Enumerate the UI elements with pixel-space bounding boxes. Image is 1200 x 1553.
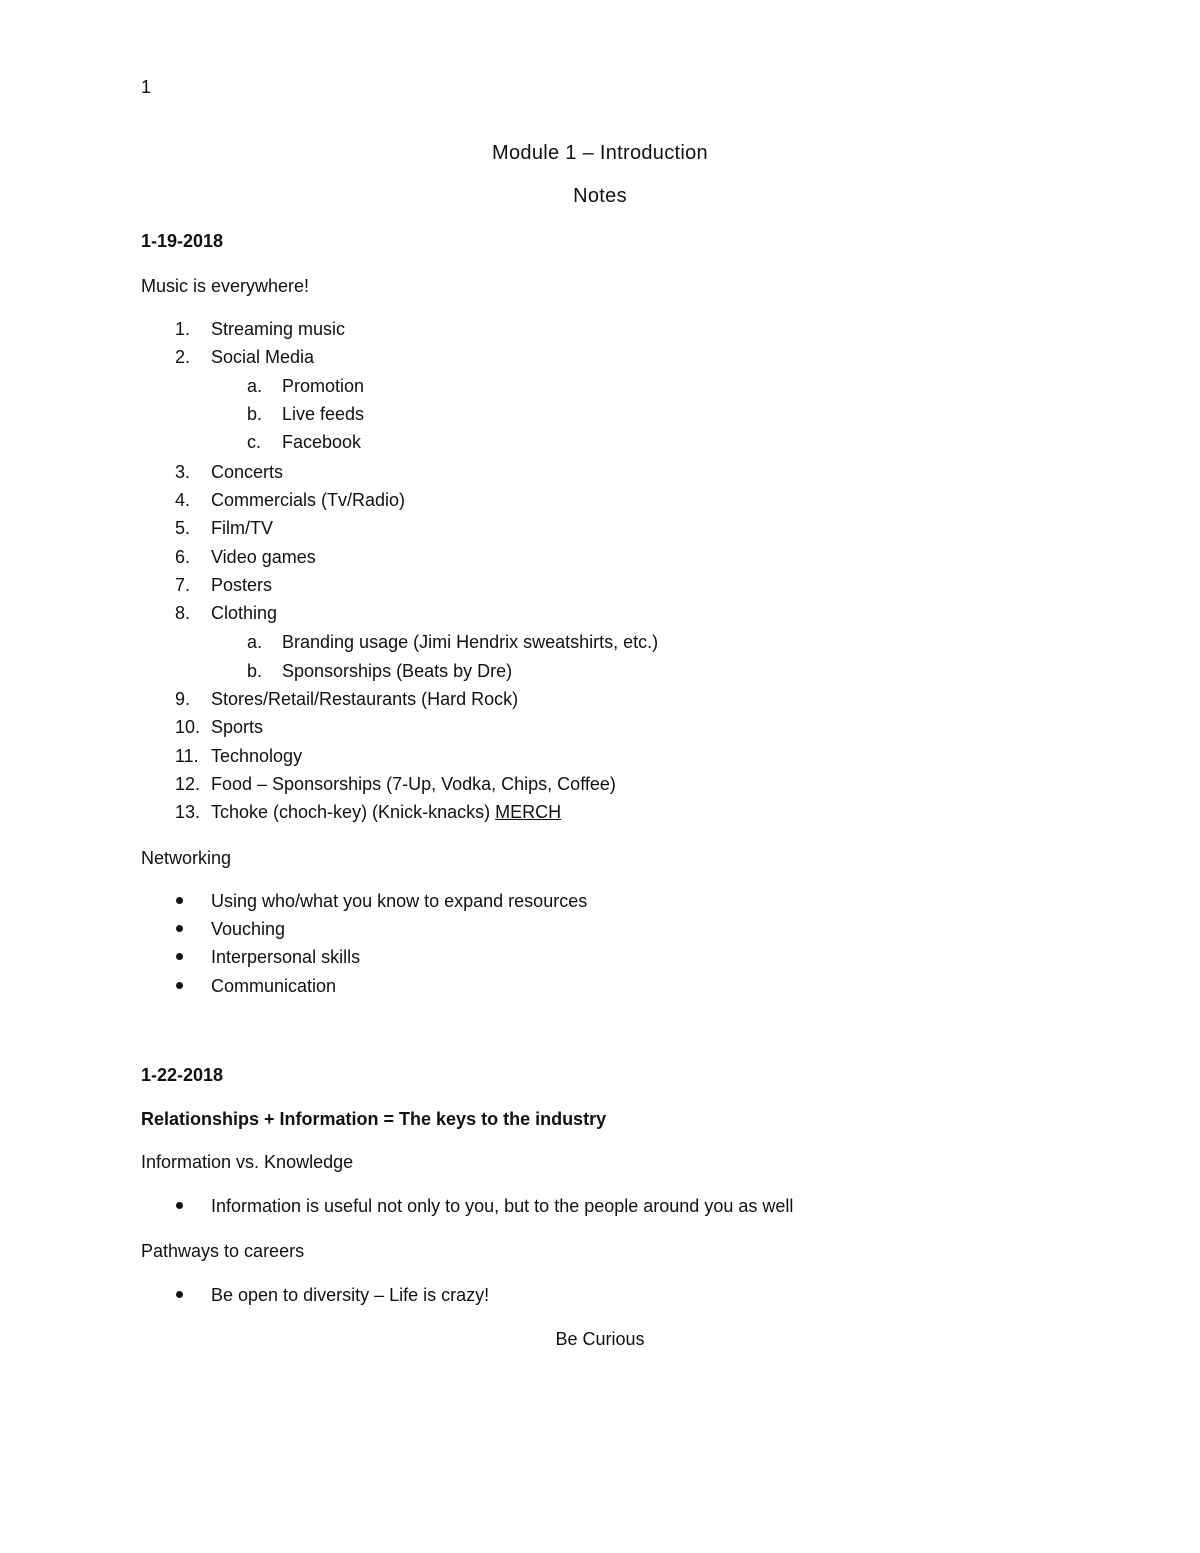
section-date: 1-22-2018 — [141, 1065, 224, 1085]
list-item — [211, 801, 561, 823]
list-marker: 4. — [175, 490, 191, 510]
list-marker: 7. — [175, 575, 191, 595]
bullet-item: Interpersonal skills — [211, 947, 361, 967]
sublist-marker: a. — [247, 376, 263, 396]
sublist-marker: a. — [247, 632, 263, 652]
list-marker: 1. — [175, 319, 191, 339]
sublist-item: Branding usage (Jimi Hendrix sweatshirts, etc.) — [282, 632, 659, 652]
section-date: 1-19-2018 — [141, 231, 224, 251]
document-subtitle: Notes — [573, 185, 627, 207]
pathways-heading: Pathways to careers — [141, 1241, 305, 1261]
list-marker: 8. — [175, 603, 191, 623]
networking-heading: Networking — [141, 848, 232, 868]
sublist-marker: c. — [247, 432, 262, 452]
list-marker: 10. — [175, 717, 201, 737]
list-item: Film/TV — [211, 518, 273, 538]
page-number: 1 — [141, 77, 152, 97]
list-item: Commercials (Tv/Radio) — [211, 490, 406, 510]
bullet-dot — [176, 897, 183, 904]
merch-underlined: MERCH — [495, 802, 562, 822]
sublist-item: Live feeds — [282, 404, 365, 424]
bullet-dot — [176, 925, 183, 932]
bullet-dot — [176, 1202, 183, 1209]
list-marker: 13. — [175, 802, 201, 822]
sublist-marker: b. — [247, 661, 263, 681]
list-marker: 2. — [175, 347, 191, 367]
list-item: Social Media — [211, 347, 315, 367]
sublist-item: Promotion — [282, 376, 365, 396]
list-marker: 3. — [175, 462, 191, 482]
list-item: Streaming music — [211, 319, 346, 339]
list-item: Posters — [211, 575, 273, 595]
section-intro: Music is everywhere! — [141, 276, 310, 296]
bullet-item: Be open to diversity – Life is crazy! — [211, 1285, 490, 1305]
bullet-item: Vouching — [211, 919, 286, 939]
list-item: Clothing — [211, 603, 278, 623]
bullet-dot — [176, 1291, 183, 1298]
list-item: Technology — [211, 746, 303, 766]
closing-line: Be Curious — [555, 1329, 645, 1349]
bullet-dot — [176, 953, 183, 960]
list-item: Sports — [211, 717, 264, 737]
list-marker: 12. — [175, 774, 201, 794]
bullet-item: Using who/what you know to expand resources — [211, 891, 588, 911]
document-title: Module 1 – Introduction — [492, 142, 708, 164]
sublist-marker: b. — [247, 404, 263, 424]
list-item: Stores/Retail/Restaurants (Hard Rock) — [211, 689, 519, 709]
sublist-item: Sponsorships (Beats by Dre) — [282, 661, 513, 681]
list-marker: 9. — [175, 689, 191, 709]
list-item: Concerts — [211, 462, 284, 482]
list-marker: 11. — [175, 746, 199, 766]
list-item: Video games — [211, 547, 316, 567]
sublist-item: Facebook — [282, 432, 362, 452]
key-statement: Relationships + Information = The keys to the industry — [141, 1109, 607, 1129]
bullet-item: Communication — [211, 976, 337, 996]
list-marker: 6. — [175, 547, 191, 567]
bullet-dot — [176, 982, 183, 989]
bullet-item: Information is useful not only to you, but to the people around you as well — [211, 1196, 794, 1216]
info-heading: Information vs. Knowledge — [141, 1152, 354, 1172]
list-item: Food – Sponsorships (7-Up, Vodka, Chips, Coffee) — [211, 774, 616, 794]
list-item-text: Tchoke (choch-key) (Knick-knacks) — [211, 802, 496, 822]
list-marker: 5. — [175, 518, 191, 538]
